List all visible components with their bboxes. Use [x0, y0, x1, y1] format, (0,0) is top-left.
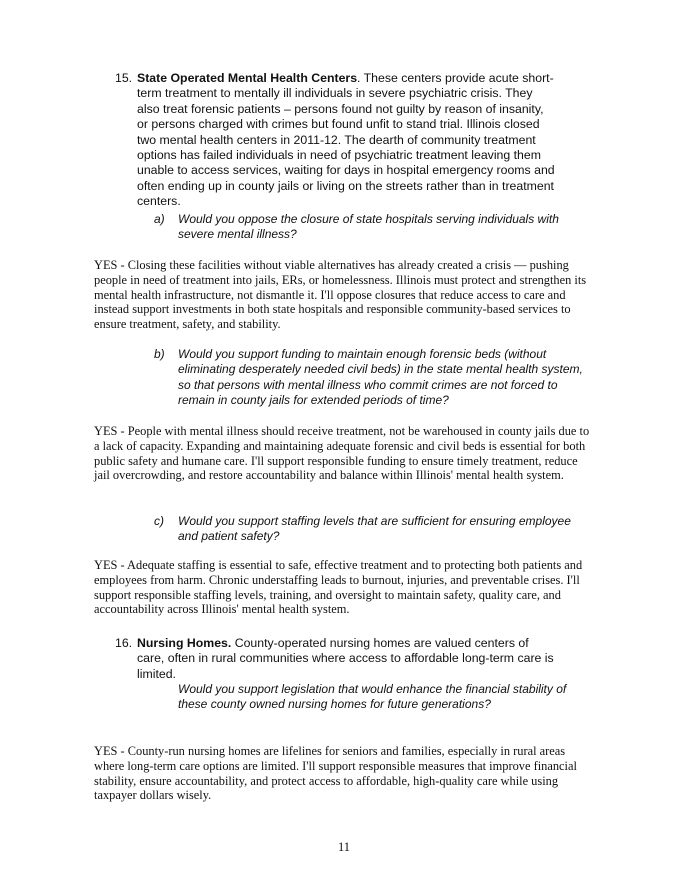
section-15-number: 15. [115, 71, 133, 85]
section-16 [115, 636, 557, 682]
section-15-text: . These centers provide acute short-term treatment to mentally ill individuals in severe psychiatric crisis. They also treat forensic patients – persons found not guilty by reason of insanity, or persons charged with crimes but found unfit to stand trial. Illinois closed two mental health centers in 2011-12. The dearth of community treatment options has failed individuals in need of psychiatric treatment leaving them unable to access services, waiting for days in hospital emergency rooms and often ending up in county jails or living on the streets rather than in treatment centers. [137, 71, 555, 209]
question-15c-label: c) [154, 514, 164, 528]
question-16: Would you support legislation that would enhance the financial stability of these county owned nursing homes for future generations? [178, 682, 567, 712]
question-15b-text: Would you support funding to maintain enough forensic beds (without eliminating desperately needed civil beds) in the state mental health system, so that persons with mental illness who commit crimes are not forced to remain in county jails for extended periods of time? [178, 347, 583, 408]
section-16-heading: Nursing Homes. [137, 636, 232, 650]
question-15c [154, 514, 588, 545]
page-number: 11 [337, 840, 351, 854]
question-15c-text: Would you support staffing levels that are sufficient for ensuring employee and patient safety? [178, 514, 571, 544]
question-15b [154, 347, 588, 409]
answer-15b: YES - People with mental illness should receive treatment, not be warehoused in county jails due to a lack of capacity. Expanding and maintaining adequate forensic and civil beds is essential for both public safety and humane care. I'll support responsible funding to ensure timely treatment, reduce jail overcrowding, and restore accountability and balance within Illinois' mental health system. [94, 424, 590, 483]
answer-16: YES - County-run nursing homes are lifelines for seniors and families, especially in rural areas where long-term care options are limited. I'll support responsible measures that improve financial stability, ensure accountability, and protect access to affordable, high-quality care while using taxpayer dollars wisely. [94, 744, 577, 803]
question-15a-label: a) [154, 212, 165, 226]
question-15a [154, 212, 578, 243]
section-15-heading: State Operated Mental Health Centers [137, 71, 358, 85]
section-15 [115, 71, 557, 210]
section-16-number: 16. [115, 636, 133, 650]
question-15b-label: b) [154, 347, 165, 361]
question-15a-text: Would you oppose the closure of state hospitals serving individuals with severe mental illness? [178, 212, 559, 242]
answer-15c: YES - Adequate staffing is essential to safe, effective treatment and to protecting both patients and employees from harm. Chronic understaffing leads to burnout, injuries, and preventable crises. I'll support responsible staffing levels, training, and oversight to maintain safety, quality care, and accountability across Illinois' mental health system. [94, 558, 583, 617]
section-16-text: County-operated nursing homes are valued centers of care, often in rural communities where access to affordable long-term care is limited. [137, 636, 554, 681]
answer-15a: YES - Closing these facilities without viable alternatives has already created a crisis — pushing people in need of treatment into jails, ERs, or homelessness. Illinois must protect and strengthen its mental health infrastructure, not dismantle it. I'll oppose closures that reduce access to care and instead support investments in both state hospitals and responsible community-based services to ensure treatment, safety, and stability. [94, 258, 587, 332]
